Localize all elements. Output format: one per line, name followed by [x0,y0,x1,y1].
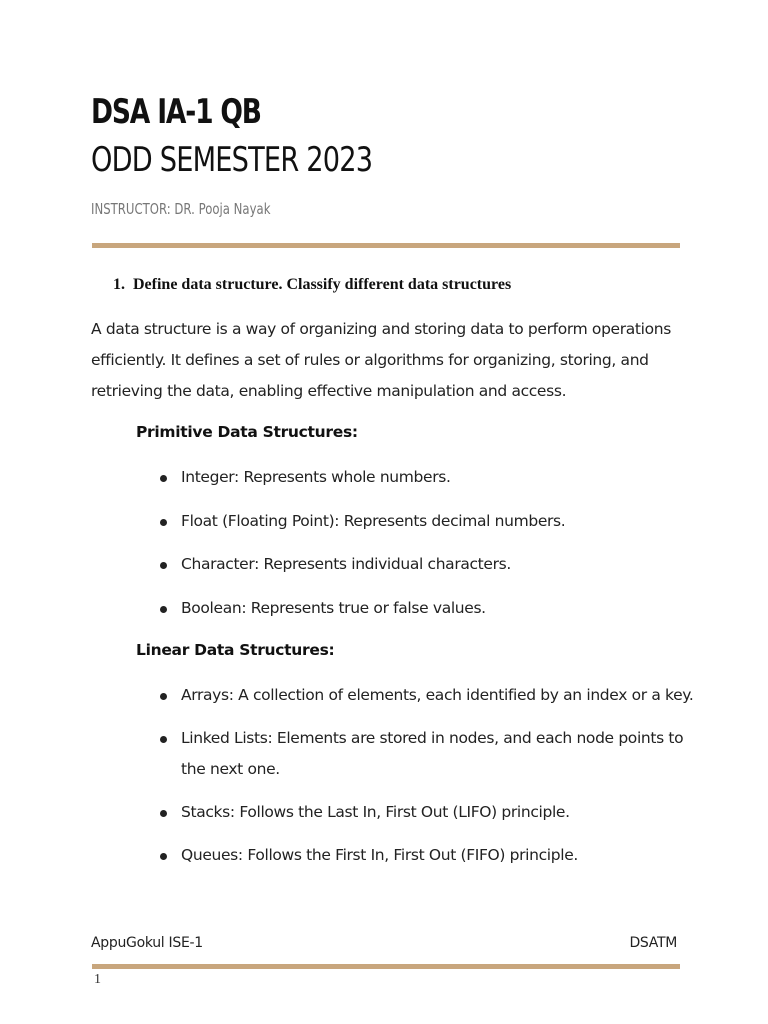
document-title: DSA IA-1 QB [91,92,261,132]
footer-divider [92,964,680,969]
list-item-text: Float (Floating Point): Represents decimal numbers. [181,511,566,530]
question-number: 1. [113,276,125,293]
bullet-icon [160,562,167,569]
document-subtitle: ODD SEMESTER 2023 [91,140,373,180]
list-item-text: Stacks: Follows the Last In, First Out (LIFO) principle. [181,803,570,821]
list-item [158,462,698,493]
bullet-icon [160,853,167,860]
list-item [158,506,698,537]
list-item-text: Linked Lists: Elements are stored in nodes, and each node points to the next one. [181,729,684,778]
primitive-list [158,462,698,637]
list-item-text: Arrays: A collection of elements, each identified by an index or a key. [181,686,694,704]
bullet-icon [160,519,167,526]
list-item-text: Character: Represents individual characters. [181,555,511,574]
bullet-icon [160,475,167,482]
list-item-text: Integer: Represents whole numbers. [181,468,451,486]
primitive-heading: Primitive Data Structures: [136,423,358,441]
header-divider [92,243,680,248]
question-text: Define data structure. Classify different data structures [133,276,512,293]
list-item [158,797,698,828]
question-heading [113,276,511,294]
list-item-text: Boolean: Represents true or false values. [181,599,486,618]
list-item-text: Queues: Follows the First In, First Out (FIFO) principle. [181,846,578,864]
linear-heading: Linear Data Structures: [136,641,335,659]
list-item [158,723,698,785]
list-item [158,593,698,624]
list-item [158,549,698,580]
bullet-icon [160,606,167,613]
footer-institution: DSATM [629,935,677,951]
bullet-icon [160,693,167,700]
answer-paragraph: A data structure is a way of organizing and storing data to perform operations efficiently. It defines a set of rules or algorithms for organizing, storing, and retrieving the data, enabling effective manipulation and access. [91,320,671,400]
list-item [158,840,698,871]
linear-list [158,680,698,883]
bullet-icon [160,810,167,817]
bullet-icon [160,736,167,743]
list-item [158,680,698,711]
footer-author: AppuGokul ISE-1 [91,935,203,951]
instructor-line: INSTRUCTOR: DR. Pooja Nayak [91,200,271,218]
page-number: 1 [94,972,101,987]
